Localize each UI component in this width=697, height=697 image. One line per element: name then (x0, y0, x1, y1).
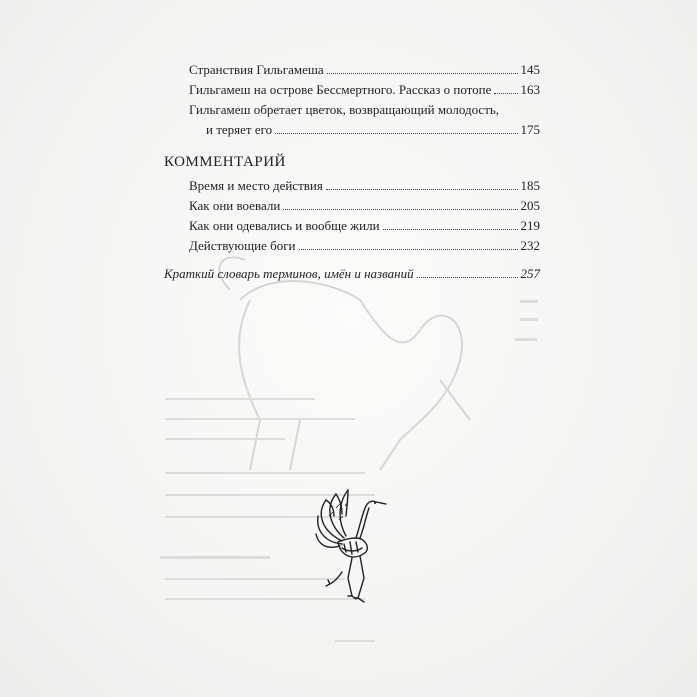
leader-dots (417, 266, 518, 278)
toc-entry-page: 257 (520, 266, 540, 281)
toc-entry[interactable] (164, 266, 540, 282)
toc-entry[interactable] (189, 178, 540, 194)
leader-dots (494, 82, 517, 94)
leader-dots (383, 218, 518, 230)
toc-entry[interactable] (189, 62, 540, 78)
toc-entry-page: 232 (520, 238, 540, 253)
toc-entry[interactable] (189, 218, 540, 234)
toc-entry-label: Краткий словарь терминов, имён и названий (164, 266, 414, 281)
toc-entry-page: 185 (520, 178, 540, 193)
toc-entry-label: Действующие боги (189, 238, 296, 253)
toc-entry-page: 219 (520, 218, 540, 233)
crane-bird-icon (312, 486, 392, 611)
toc-entry-label: Время и место действия (189, 178, 323, 193)
toc-entry-page: 175 (520, 122, 540, 137)
toc-entry[interactable] (189, 198, 540, 214)
toc-entry-label: Как они воевали (189, 198, 281, 213)
toc-entry-label: Гильгамеш на острове Бессмертного. Рассказ о потопе (189, 82, 492, 97)
toc-entry-page: 145 (520, 62, 540, 77)
toc-entry-label: и теряет его (206, 122, 273, 137)
toc-entry[interactable] (206, 122, 540, 138)
toc-entry-page: 205 (520, 198, 540, 213)
toc-entry[interactable] (189, 238, 540, 254)
section-heading: КОММЕНТАРИЙ (164, 154, 286, 170)
leader-dots (326, 178, 518, 190)
toc-entry-label: Как они одевались и вообще жили (189, 218, 380, 233)
toc-entry-label: Странствия Гильгамеша (189, 62, 324, 77)
leader-dots (283, 198, 517, 210)
toc-entry-page: 163 (520, 82, 540, 97)
toc-entry-label-line[interactable]: Гильгамеш обретает цветок, возвращающий молодость, (189, 102, 500, 117)
leader-dots (327, 62, 518, 74)
leader-dots (299, 238, 518, 250)
toc-entry[interactable] (189, 82, 540, 98)
leader-dots (275, 122, 517, 134)
